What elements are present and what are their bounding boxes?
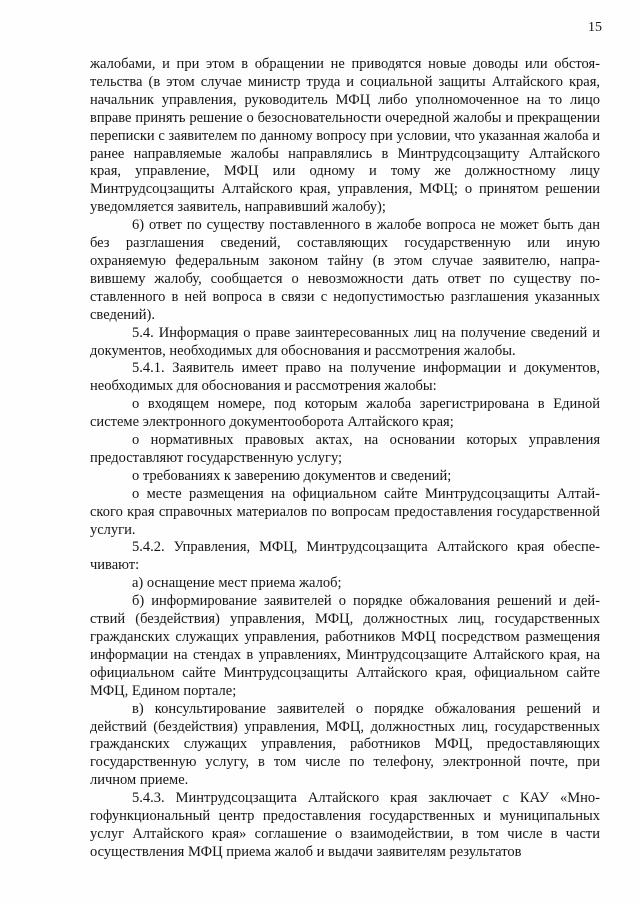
page-number: 15 bbox=[588, 20, 602, 35]
paragraph-item-a: а) оснащение мест приема жалоб; bbox=[132, 575, 342, 592]
paragraph-section-5-4: 5.4. Информация о праве заинтересованных лиц на получение сведений и документов, необходимых для обоснования и рассмотрения жалобы. bbox=[90, 324, 600, 359]
paragraph-list-item: о нормативных правовых актах, на основании которых управления предоставляют государственную услугу; bbox=[90, 432, 600, 466]
paragraph-continuation: жалобами, и при этом в обращении не приводятся новые доводы или обстоятельства (в этом случае министр труда и социальной защиты Алтайского края, начальник управления, руководитель МФЦ либо уполномоченное на то лицо вправе принять решение о безосновательности очередной жалобы и прекращении переписки с заявителем по данному вопросу при условии, что указанная жалоба и ранее направляемые жалобы направлялись в Минтрудсоцзащиту Алтайского края, управление, МФЦ или одному и тому же должностному лицу Минтрудсоцзащиты Алтайского края, управления, МФЦ; о принятом решении уведомляется заявитель, направивший жалобу); bbox=[90, 56, 600, 216]
paragraph-section-5-4-2: 5.4.2. Управления, МФЦ, Минтрудсоцзащита Алтайского края обеспечивают: bbox=[90, 539, 600, 574]
paragraph-list-item: о входящем номере, под которым жалоба зарегистрирована в Единой системе электронного документооборота Алтайского края; bbox=[90, 396, 600, 431]
document-body bbox=[90, 56, 600, 862]
paragraph-item-6: 6) ответ по существу поставленного в жалобе вопроса не может быть дан без разглашения сведений, составляющих государственную или иную охраняемую федеральным законом тайну (в этом случае заявителю, направившему жалобу, сообщается о невозможности дать ответ по существу поставленного в ней вопроса в связи с недопустимостью разглашения указанных сведений). bbox=[90, 217, 600, 323]
paragraph-list-item: о требованиях к заверению документов и сведений; bbox=[132, 467, 452, 484]
paragraph-item-b: б) информирование заявителей о порядке обжалования решений и действий (бездействия) управления, МФЦ, должностных лиц, государственных гражданских служащих управления, работников МФЦ посредством размещения информации на стендах в управлениях, Минтрудсоцзащите Алтайского края, на официальном сайте Минтрудсоцзащиты Алтайского края, официальном сайте МФЦ, Едином портале; bbox=[90, 593, 600, 699]
paragraph-item-v: в) консультирование заявителей о порядке обжалования решений и действий (бездействия) управления, МФЦ, должностных лиц, государственных гражданских служащих управления, работников МФЦ, предоставляющих государственную услугу, в том числе по телефону, электронной почте, при личном приеме. bbox=[90, 700, 600, 789]
paragraph-list-item: о месте размещения на официальном сайте Минтрудсоцзащиты Алтайского края справочных материалов по вопросам предоставления государственной услуги. bbox=[90, 485, 600, 538]
paragraph-section-5-4-1: 5.4.1. Заявитель имеет право на получение информации и документов, необходимых для обоснования и рассмотрения жалобы: bbox=[90, 360, 600, 395]
paragraph-section-5-4-3: 5.4.3. Минтрудсоцзащита Алтайского края заключает с КАУ «Многофункциональный центр предоставления государственных и муниципальных услуг Алтайского края» соглашение о взаимодействии, в том числе в части осуществления МФЦ приема жалоб и выдачи заявителям результатов bbox=[90, 790, 600, 860]
